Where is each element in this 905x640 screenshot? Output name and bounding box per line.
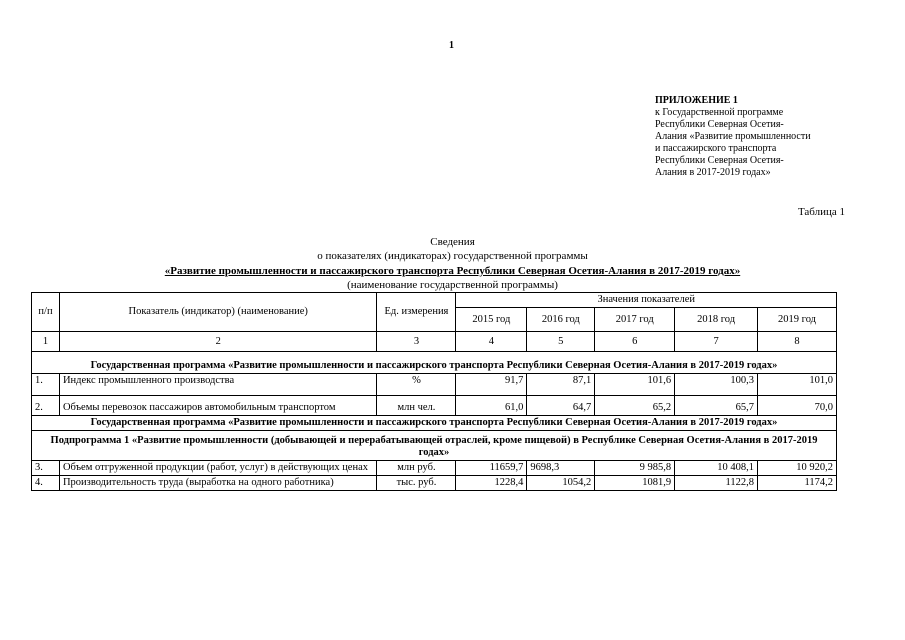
program-title: «Развитие промышленности и пассажирского транспорта Республики Северная Осетия-Алания в 2017-2019 годах» — [164, 265, 741, 277]
section-title: Государственная программа «Развитие промышленности и пассажирского транспорта Республики Северная Осетия-Алания в 2017-2019 годах» — [32, 416, 837, 431]
row-value: 64,7 — [527, 396, 595, 416]
row-name: Объем отгруженной продукции (работ, услуг) в действующих ценах — [59, 461, 377, 476]
row-value: 100,3 — [675, 374, 758, 396]
row-num: 3. — [32, 461, 60, 476]
header-year: 2017 год — [595, 308, 675, 332]
appendix-line: и пассажирского транспорта — [655, 143, 777, 154]
header-values-group: Значения показателей — [456, 293, 837, 308]
heading-line-2: о показателях (индикаторах) государственной программы — [317, 250, 588, 262]
col-number: 1 — [32, 332, 60, 352]
header-indicator: Показатель (индикатор) (наименование) — [59, 293, 377, 332]
header-year: 2019 год — [758, 308, 837, 332]
row-value: 65,2 — [595, 396, 675, 416]
col-number: 6 — [595, 332, 675, 352]
col-number: 7 — [675, 332, 758, 352]
table-row — [32, 461, 837, 476]
row-value: 70,0 — [758, 396, 837, 416]
col-number: 8 — [758, 332, 837, 352]
section-row — [32, 352, 837, 374]
row-num: 4. — [32, 476, 60, 491]
row-num: 2. — [32, 396, 60, 416]
table-label: Таблица 1 — [797, 206, 845, 218]
row-value: 1122,8 — [675, 476, 758, 491]
appendix-line: к Государственной программе — [655, 107, 784, 118]
row-value: 1054,2 — [527, 476, 595, 491]
row-value: 87,1 — [527, 374, 595, 396]
appendix-title: ПРИЛОЖЕНИЕ 1 — [655, 95, 738, 106]
row-unit: % — [377, 374, 456, 396]
heading-line-1: Сведения — [430, 236, 475, 248]
row-value: 1174,2 — [758, 476, 837, 491]
row-unit: млн чел. — [377, 396, 456, 416]
row-value: 1081,9 — [595, 476, 675, 491]
appendix-line: Алания «Развитие промышленности — [655, 131, 811, 142]
row-value: 101,0 — [758, 374, 837, 396]
page-number: 1 — [449, 40, 454, 51]
row-name: Индекс промышленного производства — [59, 374, 377, 396]
col-number: 3 — [377, 332, 456, 352]
col-number: 4 — [456, 332, 527, 352]
row-name: Объемы перевозок пассажиров автомобильным транспортом — [59, 396, 377, 416]
table-header-row — [32, 293, 837, 308]
header-num: п/п — [32, 293, 60, 332]
appendix-block — [655, 95, 855, 179]
header-year: 2016 год — [527, 308, 595, 332]
row-unit: тыс. руб. — [377, 476, 456, 491]
row-value: 61,0 — [456, 396, 527, 416]
header-year: 2015 год — [456, 308, 527, 332]
section-title: Государственная программа «Развитие промышленности и пассажирского транспорта Республики Северная Осетия-Алания в 2017-2019 годах» — [32, 352, 837, 374]
subprogram-title: Подпрограмма 1 «Развитие промышленности (добывающей и перерабатывающей отраслей, кроме пищевой) в Республике Северная Осетия-Алания в 2017-2019 годах» — [32, 431, 837, 461]
row-name: Производительность труда (выработка на одного работника) — [59, 476, 377, 491]
row-value: 91,7 — [456, 374, 527, 396]
table-row — [32, 476, 837, 491]
row-value: 9 985,8 — [595, 461, 675, 476]
column-numbers-row — [32, 332, 837, 352]
row-num: 1. — [32, 374, 60, 396]
row-value: 1228,4 — [456, 476, 527, 491]
indicators-table — [31, 292, 837, 491]
header-year: 2018 год — [675, 308, 758, 332]
row-unit: млн руб. — [377, 461, 456, 476]
col-number: 2 — [59, 332, 377, 352]
row-value: 10 408,1 — [675, 461, 758, 476]
row-value: 101,6 — [595, 374, 675, 396]
appendix-line: Республики Северная Осетия- — [655, 119, 784, 130]
col-number: 5 — [527, 332, 595, 352]
row-value: 10 920,2 — [758, 461, 837, 476]
appendix-line: Алания в 2017-2019 годах» — [655, 167, 771, 178]
row-value: 9698,3 — [527, 461, 595, 476]
header-unit: Ед. измерения — [377, 293, 456, 332]
subprogram-row — [32, 431, 837, 461]
row-value: 11659,7 — [456, 461, 527, 476]
table-row — [32, 374, 837, 396]
section-row — [32, 416, 837, 431]
table-row — [32, 396, 837, 416]
appendix-line: Республики Северная Осетия- — [655, 155, 784, 166]
heading-line-4: (наименование государственной программы) — [347, 279, 558, 291]
row-value: 65,7 — [675, 396, 758, 416]
